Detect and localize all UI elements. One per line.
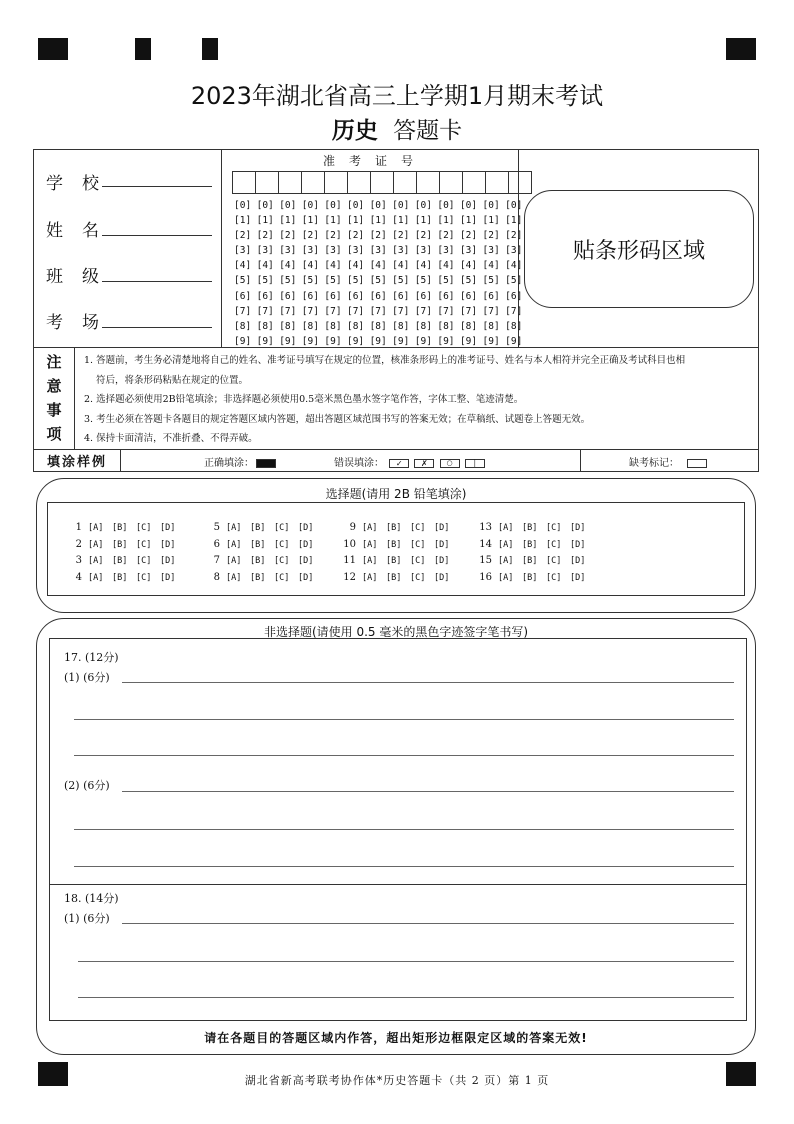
digit-bubble[interactable]: [9] (459, 335, 478, 347)
digit-bubble[interactable]: [9] (346, 335, 365, 347)
option-bubble[interactable]: [C] (274, 556, 290, 566)
option-bubble[interactable]: [C] (136, 556, 152, 566)
question-number: 4 (75, 571, 82, 583)
digit-bubble[interactable]: [1] (505, 215, 523, 227)
digit-bubble[interactable]: [6] (459, 290, 478, 302)
question-number: 15 (479, 555, 492, 566)
option-bubble[interactable]: [D] (160, 556, 176, 566)
digit-bubble[interactable]: [9] (437, 335, 455, 347)
notice-list (84, 351, 744, 449)
digit-bubble[interactable]: [7] (392, 305, 410, 317)
option-bubble[interactable]: [D] (160, 572, 176, 583)
digit-bubble[interactable]: [2] (392, 230, 410, 242)
digit-row[interactable] (234, 198, 528, 213)
bottom-warning: 请在各题目的答题区域内作答，超出矩形边框限定区域的答案无效! (204, 1031, 588, 1045)
digit-bubble[interactable]: [4] (346, 260, 365, 272)
digit-bubble[interactable]: [7] (346, 305, 365, 317)
digit-bubble[interactable]: [7] (324, 305, 342, 317)
option-bubble[interactable]: [B] (522, 523, 538, 533)
digit-bubble[interactable]: [7] (279, 305, 297, 317)
option-bubble[interactable]: [C] (136, 539, 152, 550)
digit-bubble[interactable]: [5] (437, 275, 455, 287)
digit-bubble[interactable]: [6] (437, 290, 455, 302)
digit-row[interactable] (234, 319, 528, 334)
digit-bubble[interactable]: [5] (392, 275, 410, 287)
choice-question (66, 537, 184, 554)
question-number: 2 (75, 538, 82, 550)
option-bubble[interactable]: [C] (274, 539, 290, 550)
digit-bubble[interactable]: [9] (234, 335, 252, 347)
digit-bubble[interactable]: [4] (301, 260, 319, 272)
option-bubble[interactable]: [B] (386, 572, 402, 583)
digit-bubble[interactable]: [6] (256, 290, 274, 302)
digit-bubble[interactable]: [8] (256, 320, 274, 332)
digit-bubble[interactable]: [5] (234, 275, 252, 287)
digit-bubble[interactable]: [4] (505, 260, 523, 272)
digit-bubble[interactable]: [9] (505, 335, 523, 347)
digit-bubble[interactable]: [4] (234, 260, 252, 272)
option-bubble[interactable]: [D] (570, 572, 586, 583)
question-number: 7 (213, 555, 220, 566)
digit-bubble[interactable]: [8] (234, 320, 252, 332)
digit-bubble[interactable]: [6] (234, 290, 252, 302)
name-line (102, 235, 212, 236)
digit-bubble[interactable]: [1] (482, 215, 500, 227)
choice-question (476, 520, 594, 537)
page-footer: 湖北省新高考联考协作体*历史答题卡（共 2 页）第 1 页 (244, 1074, 550, 1087)
digit-bubble[interactable]: [5] (256, 275, 274, 287)
digit-bubble[interactable]: [2] (482, 230, 500, 242)
digit-bubble[interactable]: [3] (346, 245, 365, 257)
exam-room-field[interactable]: 考 场 (46, 313, 101, 333)
question-number: 9 (349, 522, 356, 533)
card-title (0, 112, 794, 145)
digit-bubble[interactable]: [7] (505, 305, 523, 317)
answer-line[interactable] (122, 682, 734, 683)
digit-bubble[interactable]: [3] (301, 245, 319, 257)
option-bubble[interactable]: [D] (434, 539, 450, 550)
digit-bubble[interactable]: [1] (324, 215, 342, 227)
digit-bubble[interactable]: [1] (301, 215, 319, 227)
correct-fill-example: 正确填涂： (204, 454, 276, 469)
candidate-info-panel (33, 149, 759, 348)
option-bubble[interactable]: [D] (570, 556, 586, 566)
digit-bubble[interactable]: [1] (234, 215, 252, 227)
answer-line[interactable] (74, 866, 734, 867)
digit-row[interactable] (234, 258, 528, 273)
digit-bubble[interactable]: [3] (369, 245, 387, 257)
digit-bubble[interactable]: [8] (437, 320, 455, 332)
option-bubble[interactable]: [A] (498, 523, 514, 533)
question-number: 3 (75, 555, 82, 566)
digit-bubble[interactable]: [6] (482, 290, 500, 302)
digit-bubble[interactable]: [5] (301, 275, 319, 287)
choice-question (66, 520, 184, 537)
option-bubble[interactable]: [D] (434, 572, 450, 583)
question-17-label: 17. (12分) (64, 651, 119, 664)
option-bubble[interactable]: [C] (136, 523, 152, 533)
digit-bubble[interactable]: [0] (346, 200, 365, 211)
digit-bubble[interactable]: [1] (414, 215, 432, 227)
digit-bubble[interactable]: [4] (279, 260, 297, 272)
digit-bubble[interactable]: [9] (324, 335, 342, 347)
digit-bubble[interactable]: [1] (256, 215, 274, 227)
digit-bubble[interactable]: [5] (459, 275, 478, 287)
option-bubble[interactable]: [A] (88, 523, 104, 533)
digit-bubble[interactable]: [1] (369, 215, 387, 227)
option-bubble[interactable]: [D] (298, 572, 314, 583)
option-bubble[interactable]: [B] (250, 572, 266, 583)
question-number: 6 (213, 538, 220, 550)
digit-bubble[interactable]: [9] (369, 335, 387, 347)
digit-bubble[interactable]: [1] (437, 215, 455, 227)
digit-bubble[interactable]: [4] (392, 260, 410, 272)
nonchoice-answer-area[interactable] (49, 638, 747, 1021)
digit-bubble[interactable]: [4] (459, 260, 478, 272)
choice-column (66, 520, 184, 586)
option-bubble[interactable]: [A] (498, 556, 514, 566)
digit-bubble[interactable]: [8] (392, 320, 410, 332)
digit-bubble[interactable]: [3] (279, 245, 297, 257)
choice-question (476, 553, 594, 570)
question-number: 14 (479, 538, 492, 550)
digit-bubble[interactable]: [6] (505, 290, 523, 302)
exam-title: 2023年湖北省高三上学期1月期末考试 (190, 82, 604, 110)
option-bubble[interactable]: [D] (434, 523, 450, 533)
option-bubble[interactable]: [D] (160, 523, 176, 533)
answer-line[interactable] (78, 997, 734, 998)
digit-row[interactable] (234, 228, 528, 243)
notice-item: 3. 考生必须在答题卡各题目的规定答题区域内答题，超出答题区域范围书写的答案无效；在草稿纸、试题卷上答题无效。 (84, 413, 591, 425)
option-bubble[interactable]: [A] (362, 572, 378, 583)
digit-bubble[interactable]: [5] (324, 275, 342, 287)
choice-question (340, 537, 458, 554)
notice-heading: 注 意 事 项 (34, 347, 75, 449)
digit-row[interactable] (234, 243, 528, 258)
option-bubble[interactable]: [A] (498, 572, 514, 583)
digit-bubble[interactable]: [9] (256, 335, 274, 347)
option-bubble[interactable]: [B] (522, 539, 538, 550)
option-bubble[interactable]: [A] (88, 556, 104, 566)
digit-bubble[interactable]: [3] (437, 245, 455, 257)
digit-bubble[interactable]: [6] (369, 290, 387, 302)
digit-bubble[interactable]: [6] (324, 290, 342, 302)
option-bubble[interactable]: [D] (434, 556, 450, 566)
digit-bubble[interactable]: [0] (234, 200, 252, 211)
question-18-label: 18. (14分) (64, 892, 119, 905)
answer-line[interactable] (74, 829, 734, 830)
digit-bubble[interactable]: [6] (279, 290, 297, 302)
digit-bubble[interactable]: [2] (301, 230, 319, 242)
digit-bubble[interactable]: [9] (392, 335, 410, 347)
option-bubble[interactable]: [C] (410, 539, 426, 550)
notice-item: 2. 选择题必须使用2B铅笔填涂；非选择题必须使用0.5毫米黑色墨水签字笔作答，字体工整、笔迹清楚。 (84, 394, 524, 405)
digit-bubble[interactable]: [2] (256, 230, 274, 242)
digit-bubble[interactable]: [7] (437, 305, 455, 317)
subject-name: 历史 (331, 118, 378, 144)
choice-question (340, 570, 458, 587)
option-bubble[interactable]: [C] (410, 556, 426, 566)
digit-bubble[interactable]: [3] (392, 245, 410, 257)
digit-bubble[interactable]: [2] (505, 230, 523, 242)
option-bubble[interactable]: [C] (410, 572, 426, 583)
option-bubble[interactable]: [C] (274, 523, 290, 533)
choice-question (66, 553, 184, 570)
digit-bubble[interactable]: [2] (346, 230, 365, 242)
choice-section (36, 478, 756, 613)
digit-bubble[interactable]: [0] (324, 200, 342, 211)
option-bubble[interactable]: [B] (250, 539, 266, 550)
digit-bubble[interactable]: [0] (279, 200, 297, 211)
digit-bubble[interactable]: [0] (256, 200, 274, 211)
digit-bubble[interactable]: [5] (482, 275, 500, 287)
digit-bubble[interactable]: [9] (482, 335, 500, 347)
digit-bubble[interactable]: [3] (234, 245, 252, 257)
choice-question (476, 537, 594, 554)
option-bubble[interactable]: [B] (386, 539, 402, 550)
digit-bubble[interactable]: [6] (301, 290, 319, 302)
notice-item: 4. 保持卡面清洁，不准折叠、不得弄破。 (84, 433, 258, 444)
class-field[interactable]: 班 级 (46, 267, 101, 287)
notice-item: 1. 答题前，考生务必清楚地将自己的姓名、准考证号填写在规定的位置，核准条形码上的准考证号、姓名与本人相符并完全正确及考试科目也相 (84, 355, 686, 366)
digit-bubble[interactable]: [7] (256, 305, 274, 317)
fill-sample-heading: 填涂样例 (34, 450, 121, 471)
digit-bubble[interactable]: [8] (482, 320, 500, 332)
option-bubble[interactable]: [D] (570, 539, 586, 550)
class-line (102, 281, 212, 282)
option-bubble[interactable]: [B] (386, 523, 402, 533)
question-17-2-label: (2) (6分) (64, 779, 110, 792)
digit-bubble[interactable]: [5] (414, 275, 432, 287)
digit-bubble[interactable]: [1] (279, 215, 297, 227)
digit-bubble[interactable]: [3] (256, 245, 274, 257)
option-bubble[interactable]: [A] (226, 556, 242, 566)
answer-line[interactable] (78, 961, 734, 962)
option-bubble[interactable]: [D] (298, 539, 314, 550)
answer-line[interactable] (74, 755, 734, 756)
question-number: 10 (343, 538, 356, 550)
digit-row[interactable] (234, 304, 528, 319)
option-bubble[interactable]: [A] (226, 539, 242, 550)
digit-row[interactable] (234, 213, 528, 228)
option-bubble[interactable]: [C] (274, 572, 290, 583)
digit-bubble[interactable]: [0] (459, 200, 478, 211)
option-bubble[interactable]: [C] (546, 539, 562, 550)
question-number: 8 (213, 571, 220, 583)
digit-bubble[interactable]: [6] (414, 290, 432, 302)
question-18-1-label: (1) (6分) (64, 912, 110, 925)
digit-bubble[interactable]: [1] (392, 215, 410, 227)
digit-bubble[interactable]: [2] (459, 230, 478, 242)
choice-section-title: 选择题(请用 2B 铅笔填涂) (325, 487, 467, 501)
digit-bubble[interactable]: [4] (437, 260, 455, 272)
digit-bubble[interactable]: [9] (414, 335, 432, 347)
option-bubble[interactable]: [A] (362, 556, 378, 566)
digit-bubble[interactable]: [7] (482, 305, 500, 317)
fill-sample-row (33, 450, 759, 472)
digit-bubble[interactable]: [0] (437, 200, 455, 211)
digit-bubble[interactable]: [2] (234, 230, 252, 242)
digit-bubble[interactable]: [8] (459, 320, 478, 332)
question-number: 1 (75, 522, 82, 533)
digit-bubble[interactable]: [3] (324, 245, 342, 257)
digit-bubble[interactable]: [5] (279, 275, 297, 287)
choice-column (204, 520, 322, 586)
option-bubble[interactable]: [B] (250, 523, 266, 533)
option-bubble[interactable]: [B] (386, 556, 402, 566)
digit-bubble[interactable]: [7] (369, 305, 387, 317)
choice-question (204, 553, 322, 570)
digit-bubble[interactable]: [2] (414, 230, 432, 242)
digit-bubble[interactable]: [6] (346, 290, 365, 302)
digit-bubble[interactable]: [4] (369, 260, 387, 272)
choice-question (204, 537, 322, 554)
digit-bubble[interactable]: [2] (369, 230, 387, 242)
option-bubble[interactable]: [B] (522, 556, 538, 566)
digit-bubble[interactable]: [4] (414, 260, 432, 272)
question-17-1-label: (1) (6分) (64, 671, 110, 684)
digit-bubble[interactable]: [7] (414, 305, 432, 317)
nonchoice-section (36, 618, 756, 1055)
option-bubble[interactable]: [D] (298, 556, 314, 566)
digit-bubble[interactable]: [0] (414, 200, 432, 211)
digit-bubble[interactable]: [0] (369, 200, 387, 211)
choice-question (340, 520, 458, 537)
option-bubble[interactable]: [A] (498, 539, 514, 550)
registration-mark (726, 38, 756, 60)
option-bubble[interactable]: [A] (226, 523, 242, 533)
school-field[interactable]: 学 校 (46, 174, 101, 194)
choice-answer-area (47, 502, 745, 596)
digit-bubble[interactable]: [8] (369, 320, 387, 332)
question-number: 5 (213, 522, 220, 533)
registration-mark (202, 38, 218, 60)
option-bubble[interactable]: [B] (250, 556, 266, 566)
digit-bubble[interactable]: [2] (437, 230, 455, 242)
choice-question (66, 570, 184, 587)
digit-bubble[interactable]: [4] (256, 260, 274, 272)
registration-mark (135, 38, 151, 60)
digit-bubble[interactable]: [4] (482, 260, 500, 272)
digit-row[interactable] (234, 289, 528, 304)
option-bubble[interactable]: [B] (112, 556, 128, 566)
question-number: 12 (343, 571, 356, 583)
digit-bubble[interactable]: [4] (324, 260, 342, 272)
choice-question (204, 570, 322, 587)
digit-bubble[interactable]: [5] (346, 275, 365, 287)
card-name: 答题卡 (393, 118, 463, 144)
option-bubble[interactable]: [C] (546, 572, 562, 583)
option-bubble[interactable]: [C] (546, 556, 562, 566)
digit-bubble[interactable]: [2] (279, 230, 297, 242)
option-bubble[interactable]: [B] (112, 523, 128, 533)
digit-bubble[interactable]: [6] (392, 290, 410, 302)
digit-bubble[interactable]: [8] (414, 320, 432, 332)
digit-bubble[interactable]: [5] (369, 275, 387, 287)
question-number: 13 (479, 522, 492, 533)
registration-mark (38, 38, 68, 60)
digit-bubble[interactable]: [0] (482, 200, 500, 211)
wrong-fill-example: 错误填涂： ✓ ✗ ○ | (334, 454, 485, 469)
choice-question (204, 520, 322, 537)
option-bubble[interactable]: [C] (136, 572, 152, 583)
admission-number-boxes[interactable] (232, 171, 531, 194)
option-bubble[interactable]: [C] (410, 523, 426, 533)
barcode-area: 贴条形码区域 (524, 190, 754, 308)
option-bubble[interactable]: [C] (546, 523, 562, 533)
absent-mark[interactable]: 缺考标记： (629, 454, 707, 469)
nonchoice-section-title: 非选择题(请使用 0.5 毫米的黑色字迹签字笔书写) (263, 625, 529, 639)
digit-bubble[interactable]: [0] (301, 200, 319, 211)
digit-bubble[interactable]: [3] (482, 245, 500, 257)
question-divider (50, 884, 746, 885)
option-bubble[interactable]: [A] (88, 539, 104, 550)
name-field[interactable]: 姓 名 (46, 221, 101, 241)
digit-row[interactable] (234, 273, 528, 288)
option-bubble[interactable]: [B] (522, 572, 538, 583)
option-bubble[interactable]: [B] (112, 572, 128, 583)
choice-column (340, 520, 458, 586)
answer-line[interactable] (122, 923, 734, 924)
option-bubble[interactable]: [B] (112, 539, 128, 550)
option-bubble[interactable]: [D] (570, 523, 586, 533)
digit-bubble[interactable]: [9] (279, 335, 297, 347)
digit-bubble[interactable]: [1] (459, 215, 478, 227)
choice-column (476, 520, 594, 586)
exam-room-line (102, 327, 212, 328)
digit-bubble[interactable]: [8] (346, 320, 365, 332)
question-number: 16 (479, 571, 492, 583)
digit-bubble[interactable]: [1] (346, 215, 365, 227)
option-bubble[interactable]: [A] (88, 572, 104, 583)
digit-bubble[interactable]: [0] (505, 200, 523, 211)
digit-bubble[interactable]: [3] (505, 245, 523, 257)
option-bubble[interactable]: [A] (226, 572, 242, 583)
digit-bubble[interactable]: [7] (234, 305, 252, 317)
digit-bubble[interactable]: [8] (505, 320, 523, 332)
admission-number-bubbles[interactable] (234, 198, 528, 349)
option-bubble[interactable]: [A] (362, 523, 378, 533)
digit-bubble[interactable]: [7] (459, 305, 478, 317)
digit-bubble[interactable]: [9] (301, 335, 319, 347)
digit-bubble[interactable]: [7] (301, 305, 319, 317)
school-line (102, 186, 212, 187)
digit-bubble[interactable]: [2] (324, 230, 342, 242)
notice-item: 符后，将条形码粘贴在规定的位置。 (96, 374, 249, 386)
option-bubble[interactable]: [A] (362, 539, 378, 550)
option-bubble[interactable]: [D] (160, 539, 176, 550)
digit-bubble[interactable]: [8] (301, 320, 319, 332)
digit-bubble[interactable]: [5] (505, 275, 523, 287)
admission-number-title: 准考证号 (322, 154, 427, 168)
notice-panel (33, 347, 759, 450)
question-number: 11 (343, 555, 356, 566)
choice-question (340, 553, 458, 570)
option-bubble[interactable]: [D] (298, 523, 314, 533)
digit-bubble[interactable]: [3] (459, 245, 478, 257)
answer-line[interactable] (74, 719, 734, 720)
choice-question (476, 570, 594, 587)
digit-bubble[interactable]: [8] (324, 320, 342, 332)
digit-bubble[interactable]: [0] (392, 200, 410, 211)
digit-bubble[interactable]: [8] (279, 320, 297, 332)
digit-bubble[interactable]: [3] (414, 245, 432, 257)
answer-line[interactable] (122, 791, 734, 792)
